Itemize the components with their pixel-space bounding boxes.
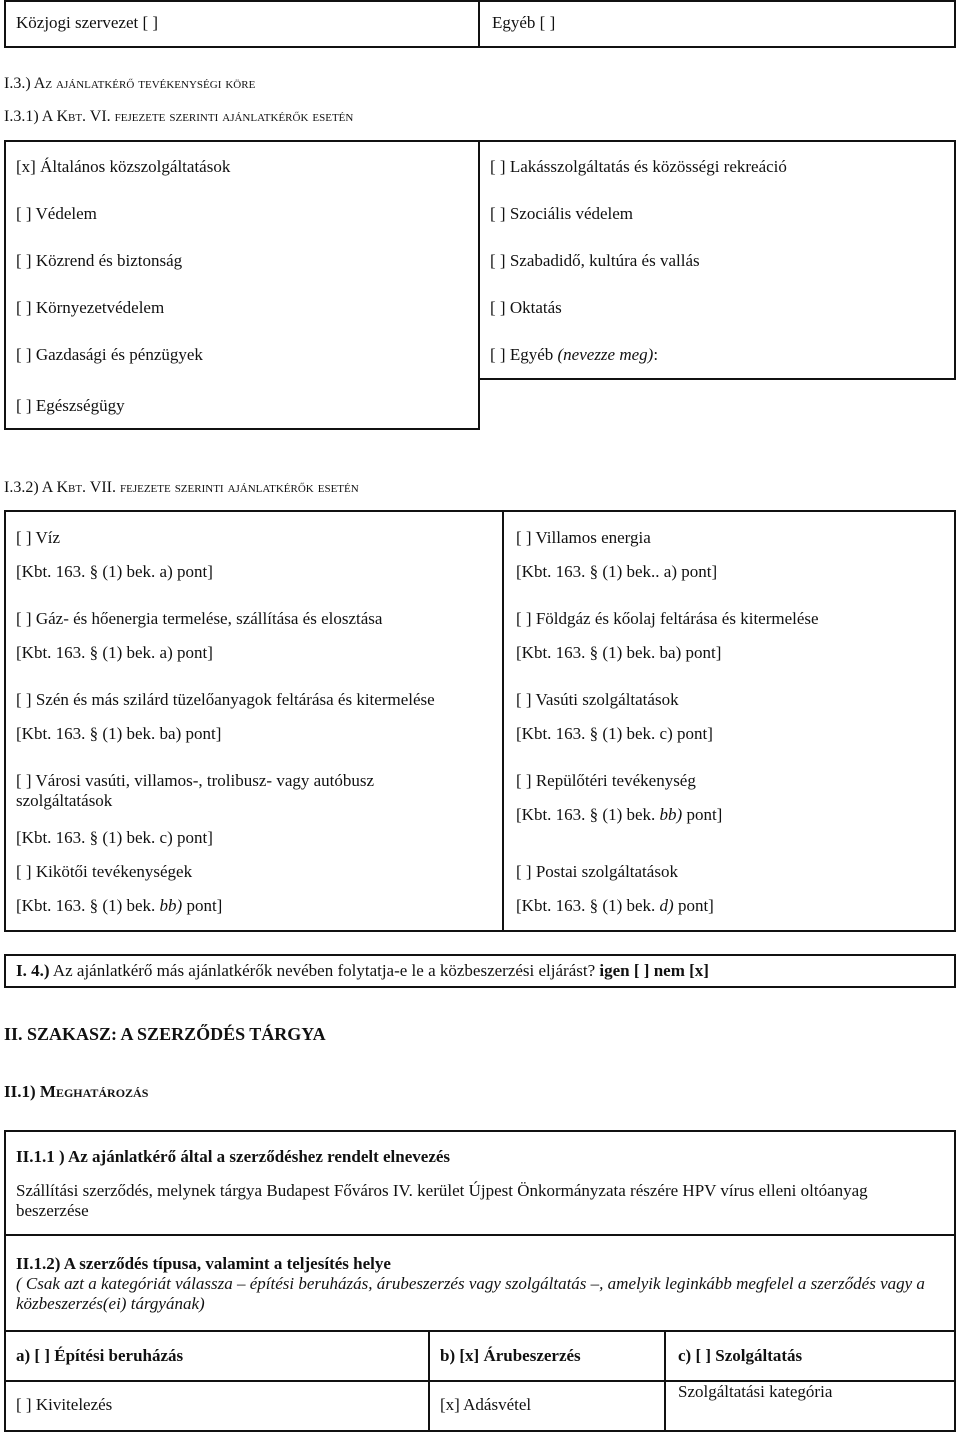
activity-general-public-services[interactable]: [x] Általános közszolgáltatások	[16, 157, 231, 176]
sector-postal-ref-point: d)	[659, 896, 674, 915]
activity-other-label: [ ] Egyéb	[490, 345, 558, 364]
activity-public-order[interactable]: [ ] Közrend és biztonság	[16, 251, 183, 270]
sector-ports-ref-post: pont]	[182, 896, 223, 915]
sector-ports[interactable]: [ ] Kikötői tevékenységek	[16, 862, 193, 881]
i32-box-left	[4, 510, 6, 932]
activity-health[interactable]: [ ] Egészségügy	[16, 396, 125, 415]
sector-airport-ref-post: pont]	[682, 805, 723, 824]
i32-box-bottom	[4, 930, 956, 932]
type-services[interactable]: c) [ ] Szolgáltatás	[678, 1346, 803, 1365]
option-public-body[interactable]: Közjogi szervezet [ ]	[16, 13, 159, 32]
i31-right-bottom	[478, 378, 956, 380]
activity-other[interactable]	[490, 345, 658, 365]
sector-postal[interactable]: [ ] Postai szolgáltatások	[516, 862, 678, 881]
i4-question[interactable]	[16, 961, 709, 981]
i31-box-right	[954, 140, 956, 380]
type-supplies[interactable]: b) [x] Árubeszerzés	[440, 1346, 581, 1365]
ii112-box-left	[4, 1236, 6, 1332]
i32-box-right	[954, 510, 956, 932]
sector-electricity-ref: [Kbt. 163. § (1) bek.. a) pont]	[516, 562, 718, 581]
activity-other-hint: (nevezze meg)	[557, 345, 654, 364]
section-heading-ii: II. SZAKASZ: A SZERZŐDÉS TÁRGYA	[4, 1024, 326, 1044]
sector-airport-ref	[516, 805, 722, 825]
type-works[interactable]: a) [ ] Építési beruházás	[16, 1346, 184, 1365]
ii112-title: II.1.2) A szerződés típusa, valamint a teljesítés helye	[16, 1254, 391, 1273]
sector-airport-ref-point: bb)	[659, 805, 683, 824]
sector-airport[interactable]: [ ] Repülőtéri tevékenység	[516, 771, 696, 790]
i31-box-top	[4, 140, 956, 142]
sector-postal-ref-pre: [Kbt. 163. § (1) bek.	[516, 896, 660, 915]
sector-water-ref: [Kbt. 163. § (1) bek. a) pont]	[16, 562, 213, 581]
ii112-note: ( Csak azt a kategóriát válassza – építési beruházás, árubeszerzés vagy szolgáltatás –, amelyik leginkább megfelel a szerződés vagy a közbeszerzés(ei) tárgyának)	[16, 1274, 925, 1313]
sector-urban-transport-ref: [Kbt. 163. § (1) bek. c) pont]	[16, 828, 213, 847]
ii111-contract-name: Szállítási szerződés, melynek tárgya Budapest Főváros IV. kerület Újpest Önkormányzata részére HPV vírus elleni oltóanyag beszerzése	[16, 1181, 868, 1220]
sector-coal[interactable]: [ ] Szén és más szilárd tüzelőanyagok feltárása és kitermelése	[16, 690, 435, 709]
sector-gas-heat-ref: [Kbt. 163. § (1) bek. a) pont]	[16, 643, 213, 662]
activity-environment[interactable]: [ ] Környezetvédelem	[16, 298, 165, 317]
activity-social-protection[interactable]: [ ] Szociális védelem	[490, 204, 634, 223]
sector-postal-ref	[516, 896, 714, 916]
type-works-execution[interactable]: [ ] Kivitelezés	[16, 1395, 113, 1414]
sector-electricity[interactable]: [ ] Villamos energia	[516, 528, 651, 547]
i4-text: Az ajánlatkérő más ajánlatkérők nevében folytatja-e le a közbeszerzési eljárást?	[49, 961, 600, 980]
activity-other-colon: :	[653, 345, 659, 364]
type-services-category: Szolgáltatási kategória	[678, 1382, 833, 1401]
section-heading-i31: I.3.1) A Kbt. VI. fejezete szerinti ajánlatkérők esetén	[4, 108, 354, 125]
activity-recreation[interactable]: [ ] Szabadidő, kultúra és vallás	[490, 251, 700, 270]
activity-education[interactable]: [ ] Oktatás	[490, 298, 562, 317]
activity-defence[interactable]: [ ] Védelem	[16, 204, 97, 223]
i4-number: I. 4.)	[16, 961, 50, 980]
sector-ports-ref	[16, 896, 222, 916]
sector-gas-heat[interactable]: [ ] Gáz- és hőenergia termelése, szállítása és elosztása	[16, 609, 383, 628]
i31-box-left	[4, 140, 6, 430]
i32-box-mid	[502, 510, 504, 932]
sector-oil-gas[interactable]: [ ] Földgáz és kőolaj feltárása és kitermelése	[516, 609, 819, 628]
sector-railway-ref: [Kbt. 163. § (1) bek. c) pont]	[516, 724, 713, 743]
activity-housing[interactable]: [ ] Lakásszolgáltatás és közösségi rekreáció	[490, 157, 787, 176]
sector-airport-ref-pre: [Kbt. 163. § (1) bek.	[516, 805, 660, 824]
section-heading-ii1: II.1) Meghatározás	[4, 1082, 149, 1101]
activity-economic-financial[interactable]: [ ] Gazdasági és pénzügyek	[16, 345, 203, 364]
i4-answer[interactable]: igen [ ] nem [x]	[599, 961, 709, 980]
sector-coal-ref: [Kbt. 163. § (1) bek. ba) pont]	[16, 724, 222, 743]
sector-postal-ref-post: pont]	[673, 896, 714, 915]
sector-railway[interactable]: [ ] Vasúti szolgáltatások	[516, 690, 679, 709]
ii111-title: II.1.1 ) Az ajánlatkérő által a szerződéshez rendelt elnevezés	[16, 1147, 451, 1166]
option-other[interactable]: Egyéb [ ]	[492, 13, 556, 32]
sector-oil-gas-ref: [Kbt. 163. § (1) bek. ba) pont]	[516, 643, 722, 662]
i31-left-bottom	[4, 428, 480, 430]
sector-urban-transport[interactable]: [ ] Városi vasúti, villamos-, trolibusz- vagy autóbusz szolgáltatások	[16, 771, 375, 810]
ii112-box-right	[954, 1236, 956, 1332]
sector-ports-ref-pre: [Kbt. 163. § (1) bek.	[16, 896, 160, 915]
type-supplies-purchase[interactable]: [x] Adásvétel	[440, 1395, 532, 1414]
sector-ports-ref-point: bb)	[159, 896, 183, 915]
i31-box-mid	[478, 140, 480, 430]
i32-box-top	[4, 510, 956, 512]
section-heading-i3: I.3.) Az ajánlatkérő tevékenységi köre	[4, 75, 256, 92]
sector-water[interactable]: [ ] Víz	[16, 528, 61, 547]
section-heading-i32: I.3.2) A Kbt. VII. fejezete szerinti ajánlatkérők esetén	[4, 479, 359, 496]
